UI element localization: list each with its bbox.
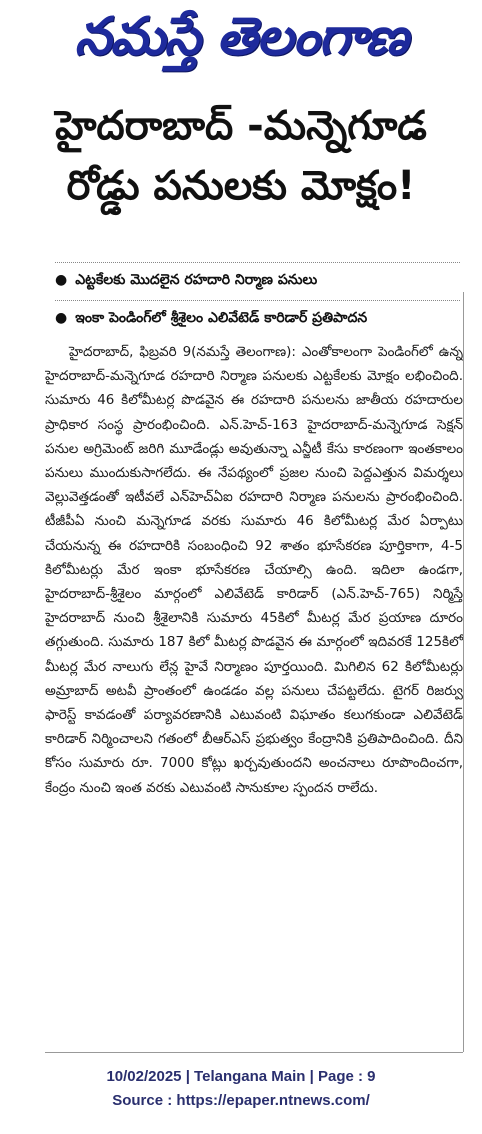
bullet-icon: ● (55, 310, 68, 326)
subhead-text: ఎట్టకేలకు మొదలైన రహదారి నిర్మాణ పనులు (75, 272, 318, 288)
divider (55, 300, 460, 301)
article-headline (0, 96, 482, 216)
headline-line-1: హైదరాబాద్ -మన్నెగూడ (55, 103, 427, 149)
masthead (0, 0, 482, 86)
footer-date-edition: 10/02/2025 | Telangana Main | Page : 9 (106, 1068, 376, 1085)
subhead-2 (55, 310, 460, 329)
divider (45, 1052, 463, 1053)
footer-source: Source : https://epaper.ntnews.com/ (112, 1092, 370, 1109)
article-body (45, 340, 463, 1040)
newspaper-logo-title: నమస్తే తెలంగాణ (74, 6, 408, 67)
column-rule (463, 292, 464, 1052)
divider (55, 262, 460, 263)
bullet-icon: ● (55, 272, 68, 288)
subhead-text: ఇంకా పెండింగ్‌లో శ్రీశైలం ఎలివేటెడ్ కారిడార్ ప్రతిపాదన (75, 310, 368, 326)
article-paragraph: హైదరాబాద్, ఫిబ్రవరి 9(నమస్తే తెలంగాణ): ఎంతోకాలంగా పెండింగ్‌లో ఉన్న హైదరాబాద్-మన్నెగూడ రహదారి నిర్మాణ పనులకు ఎట్టకేలకు మోక్షం లభించింది. సుమారు 46 కిలోమీటర్ల పొడవైన ఈ రహదారి పనులను జాతీయ రహదారుల ప్రాధికార సంస్థ ప్రారంభించింది. ఎన్.హెచ్-163 హైదరాబాద్-మన్నెగూడ సెక్షన్ పనుల అగ్రిమెంట్ జరిగి మూడేండ్లు అవుతున్నా ఎన్జీటీ కేసు కారణంగా ఇంతకాలం పనులు ముందుకుసాగలేదు. ఈ నేపథ్యంలో ప్రజల నుంచి పెద్దఎత్తున విమర్శలు వెల్లువెత్తడంతో ఇటీవలే ఎన్‌హెచ్ఏఐ రహదారి నిర్మాణ పనులను ప్రారంభించింది. టీజీపీఏ నుంచి మన్నెగూడ వరకు సుమారు 46 కిలోమీటర్ల మేర ఏర్పాటు చేయనున్న ఈ రహదారికి సంబంధించి 92 శాతం భూసేకరణ పూర్తికాగా, 4-5 కిలోమీటర్లు మేర ఇంకా భూసేకరణ చేయాల్సి ఉంది. ఇదిలా ఉండగా, హైదరాబాద్-శ్రీశైలం మార్గంలో ఎలివేటెడ్ కారిడార్ (ఎన్.హెచ్-765) నిర్మిస్తే హైదరాబాద్ నుంచి శ్రీశైలానికి సుమారు 45కిలో మీటర్ల మేర ప్రయాణ దూరం తగ్గుతుంది. సుమారు 187 కిలో మీటర్ల పొడవైన ఈ మార్గంలో ఇదివరకే 125కిలో మీటర్ల మేర నాలుగు లేన్ల హైవే నిర్మాణం పూర్తయింది. మిగిలిన 62 కిలోమీటర్లు అమ్రాబాద్ అటవీ ప్రాంతంలో ఉండడం వల్ల పనులు చేపట్టలేదు. టైగర్ రిజర్వు ఫారెస్ట్ కావడంతో పర్యావరణానికి ఎటువంటి విఘాతం కలుగకుండా ఎలివేటెడ్ కారిడార్ నిర్మించాలని గతంలో బీఆర్ఎస్ ప్రభుత్వం కేంద్రానికి ప్రతిపాదించింది. దీని కోసం సుమారు రూ. 7000 కోట్లు ఖర్చవుతుందని అంచనాలు రూపొందించగా, కేంద్రం నుంచి ఇంత వరకు ఎటువంటి సానుకూల స్పందన రాలేదు. (45, 344, 463, 796)
subhead-1 (55, 272, 460, 291)
headline-line-2: రోడ్డు పనులకు మోక్షం! (66, 163, 416, 209)
